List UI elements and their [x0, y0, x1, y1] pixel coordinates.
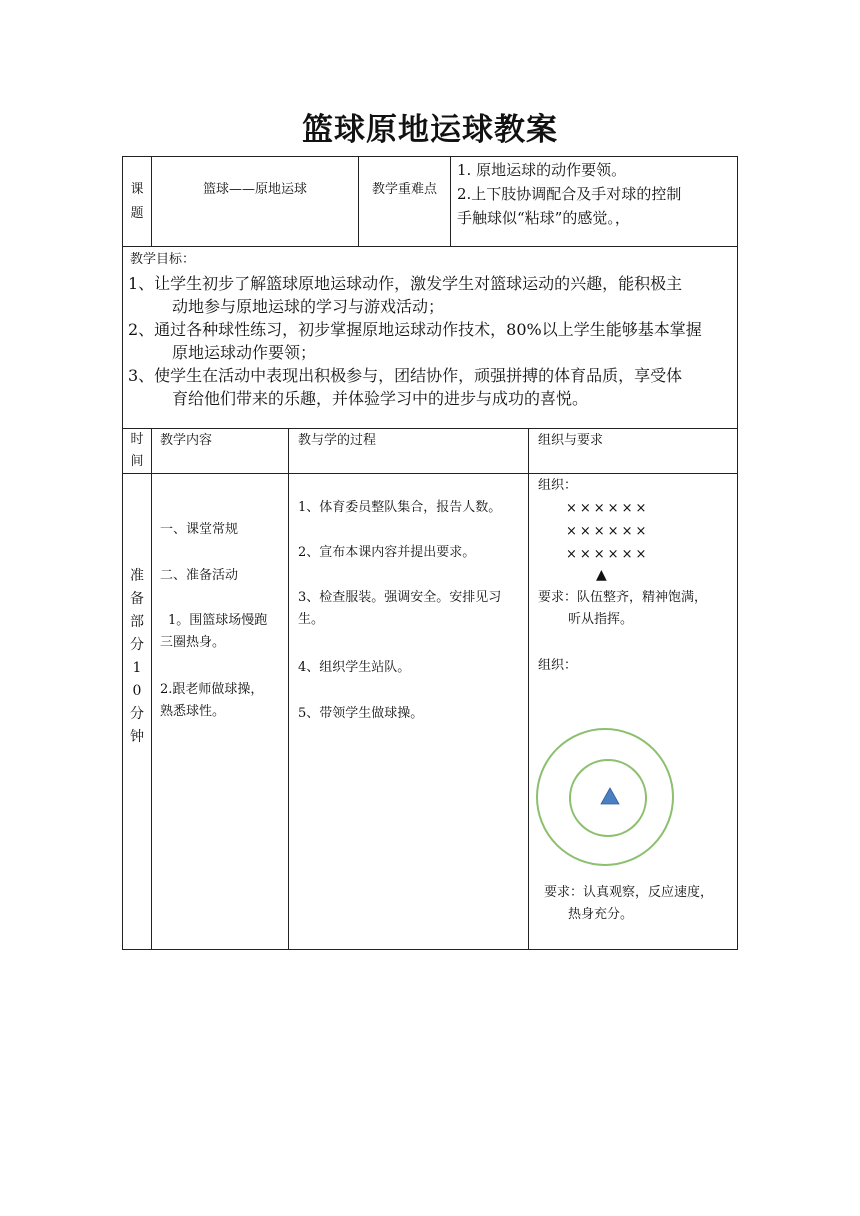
objective-item: 3、使学生在活动中表现出积极参与，团结协作，顽强拼搏的体育品质，享受体	[128, 366, 683, 385]
key-points: 1. 原地运球的动作要领。 2.上下肢协调配合及手对球的控制 手触球似“粘球”的感觉。，	[457, 161, 682, 227]
column-header-organization: 组织与要求	[538, 433, 604, 448]
lesson-plan-table	[122, 156, 738, 950]
process-step: 4、组织学生站队。	[298, 660, 411, 675]
process-step: 1、体育委员整队集合，报告人数。	[298, 500, 502, 515]
table-border-top	[122, 156, 738, 157]
col-divider	[528, 428, 529, 950]
formation-row: ××××××	[566, 501, 650, 516]
process-step: 2、宣布本课内容并提出要求。	[298, 545, 476, 560]
formation-row: ××××××	[566, 524, 650, 539]
formation-rows	[566, 497, 716, 566]
formation-row: ××××××	[566, 547, 650, 562]
process-step: 5、带领学生做球操。	[298, 706, 424, 721]
objectives-label: 教学目标：	[130, 252, 196, 267]
row-divider	[122, 246, 738, 247]
column-header-time: 时 间	[130, 432, 144, 469]
objective-item-cont: 原地运球动作要领；	[172, 343, 317, 362]
organization-label: 组织：	[538, 478, 578, 493]
page-title: 篮球原地运球教案	[302, 112, 558, 148]
organization-label: 组织：	[538, 658, 578, 673]
warmup-circle-diagram	[534, 726, 676, 870]
col-divider	[450, 156, 451, 246]
objective-item-cont: 育给他们带来的乐趣，并体验学习中的进步与成功的喜悦。	[172, 389, 589, 408]
teacher-triangle-icon: ▲	[596, 567, 607, 583]
column-header-content: 教学内容	[160, 433, 213, 448]
table-border-left	[122, 156, 123, 950]
col-divider	[151, 428, 152, 950]
key-points-label: 教学重难点	[371, 182, 437, 197]
content-subitem-ball-drill: 2.跟老师做球操， 熟悉球性。	[160, 682, 264, 719]
content-subitem-jog: 1。围篮球场慢跑 三圈热身。	[160, 613, 268, 650]
organization-requirement: 要求：认真观察，反应速度， 热身充分。	[544, 885, 714, 922]
topic-label: 课 题	[130, 182, 144, 221]
section-label-prep: 准 备 部 分 1 0 分 钟	[130, 568, 144, 745]
organization-requirement: 要求：队伍整齐，精神饱满， 听从指挥。	[538, 590, 708, 627]
content-item-warmup: 二、准备活动	[160, 568, 239, 583]
col-divider	[288, 428, 289, 950]
column-header-process: 教与学的过程	[298, 433, 377, 448]
objective-item: 1、让学生初步了解篮球原地运球动作，激发学生对篮球运动的兴趣，能积极主	[128, 274, 683, 293]
table-border-right	[737, 156, 738, 950]
teacher-position-triangle-icon	[601, 788, 619, 804]
topic-value: 篮球——原地运球	[202, 182, 307, 197]
objectives-list	[128, 272, 736, 410]
objective-item-cont: 动地参与原地运球的学习与游戏活动；	[172, 297, 445, 316]
process-step: 3、检查服装。强调安全。安排见习 生。	[298, 590, 502, 627]
content-item-routine: 一、课堂常规	[160, 522, 239, 537]
objective-item: 2、通过各种球性练习，初步掌握原地运球动作技术，80%以上学生能够基本掌握	[128, 320, 702, 339]
table-border-bottom	[122, 949, 738, 950]
